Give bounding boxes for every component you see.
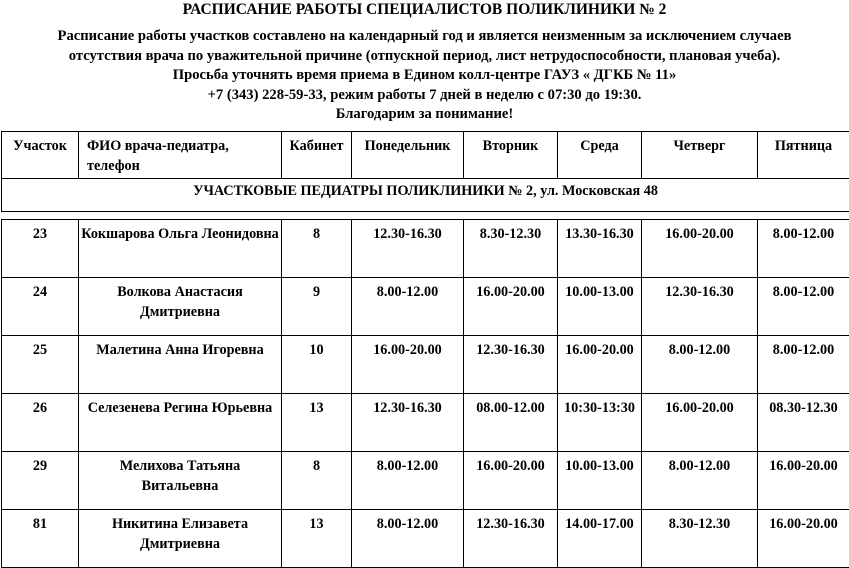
col-header-tuesday: Вторник: [464, 132, 558, 179]
document-header: [0, 0, 849, 125]
document-title: РАСПИСАНИЕ РАБОТЫ СПЕЦИАЛИСТОВ ПОЛИКЛИНИКИ № 2: [0, 1, 849, 19]
table-row: [2, 220, 849, 278]
table-row: [2, 452, 849, 510]
friday-cell: 16.00-20.00: [758, 510, 849, 568]
table-row: [2, 510, 849, 568]
doctor-cell: Селезенева Регина Юрьевна: [79, 394, 282, 452]
doctor-cell: Никитина Елизавета Дмитриевна: [79, 510, 282, 568]
district-cell: 29: [2, 452, 79, 510]
room-cell: 13: [282, 510, 352, 568]
thursday-cell: 16.00-20.00: [642, 394, 758, 452]
wednesday-cell: 16.00-20.00: [558, 336, 642, 394]
doctor-cell: Волкова Анастасия Дмитриевна: [79, 278, 282, 336]
room-cell: 9: [282, 278, 352, 336]
monday-cell: 12.30-16.30: [352, 220, 464, 278]
intro-text: [0, 27, 849, 125]
intro-line: Благодарим за понимание!: [0, 105, 849, 125]
district-cell: 23: [2, 220, 79, 278]
intro-line: отсутствия врача по уважительной причине (отпускной период, лист нетрудоспособности, плановая учеба).: [0, 47, 849, 67]
district-cell: 24: [2, 278, 79, 336]
col-header-monday: Понедельник: [352, 132, 464, 179]
thursday-cell: 8.00-12.00: [642, 452, 758, 510]
intro-line: Расписание работы участков составлено на календарный год и является неизменным за исключением случаев: [0, 27, 849, 47]
table-row: [2, 278, 849, 336]
room-cell: 10: [282, 336, 352, 394]
friday-cell: 8.00-12.00: [758, 336, 849, 394]
wednesday-cell: 13.30-16.30: [558, 220, 642, 278]
tuesday-cell: 8.30-12.30: [464, 220, 558, 278]
thursday-cell: 12.30-16.30: [642, 278, 758, 336]
thursday-cell: 8.00-12.00: [642, 336, 758, 394]
friday-cell: 16.00-20.00: [758, 452, 849, 510]
doctor-cell: Мелихова Татьяна Витальевна: [79, 452, 282, 510]
wednesday-cell: 14.00-17.00: [558, 510, 642, 568]
wednesday-cell: 10:30-13:30: [558, 394, 642, 452]
table-row: [2, 336, 849, 394]
spacer-cell: [2, 212, 849, 220]
intro-line: Просьба уточнять время приема в Едином колл-центре ГАУЗ « ДГКБ № 11»: [0, 66, 849, 86]
tuesday-cell: 08.00-12.00: [464, 394, 558, 452]
col-header-room: Кабинет: [282, 132, 352, 179]
header-row: [2, 132, 849, 179]
col-header-friday: Пятница: [758, 132, 849, 179]
schedule-table: [1, 131, 849, 568]
col-header-district: Участок: [2, 132, 79, 179]
district-cell: 81: [2, 510, 79, 568]
tuesday-cell: 16.00-20.00: [464, 278, 558, 336]
tuesday-cell: 12.30-16.30: [464, 510, 558, 568]
monday-cell: 8.00-12.00: [352, 452, 464, 510]
friday-cell: 8.00-12.00: [758, 220, 849, 278]
friday-cell: 8.00-12.00: [758, 278, 849, 336]
room-cell: 8: [282, 220, 352, 278]
spacer-row: [2, 212, 849, 220]
col-header-doctor: ФИО врача-педиатра, телефон: [79, 132, 282, 179]
tuesday-cell: 16.00-20.00: [464, 452, 558, 510]
intro-line: +7 (343) 228-59-33, режим работы 7 дней в неделю с 07:30 до 19:30.: [0, 86, 849, 106]
col-header-thursday: Четверг: [642, 132, 758, 179]
monday-cell: 16.00-20.00: [352, 336, 464, 394]
thursday-cell: 16.00-20.00: [642, 220, 758, 278]
wednesday-cell: 10.00-13.00: [558, 278, 642, 336]
tuesday-cell: 12.30-16.30: [464, 336, 558, 394]
room-cell: 8: [282, 452, 352, 510]
friday-cell: 08.30-12.30: [758, 394, 849, 452]
col-header-wednesday: Среда: [558, 132, 642, 179]
wednesday-cell: 10.00-13.00: [558, 452, 642, 510]
doctor-cell: Малетина Анна Игоревна: [79, 336, 282, 394]
monday-cell: 8.00-12.00: [352, 278, 464, 336]
district-cell: 26: [2, 394, 79, 452]
district-cell: 25: [2, 336, 79, 394]
thursday-cell: 8.30-12.30: [642, 510, 758, 568]
section-title: УЧАСТКОВЫЕ ПЕДИАТРЫ ПОЛИКЛИНИКИ № 2, ул. Московская 48: [2, 179, 849, 212]
monday-cell: 12.30-16.30: [352, 394, 464, 452]
section-row: [2, 179, 849, 212]
monday-cell: 8.00-12.00: [352, 510, 464, 568]
table-row: [2, 394, 849, 452]
room-cell: 13: [282, 394, 352, 452]
doctor-cell: Кокшарова Ольга Леонидовна: [79, 220, 282, 278]
